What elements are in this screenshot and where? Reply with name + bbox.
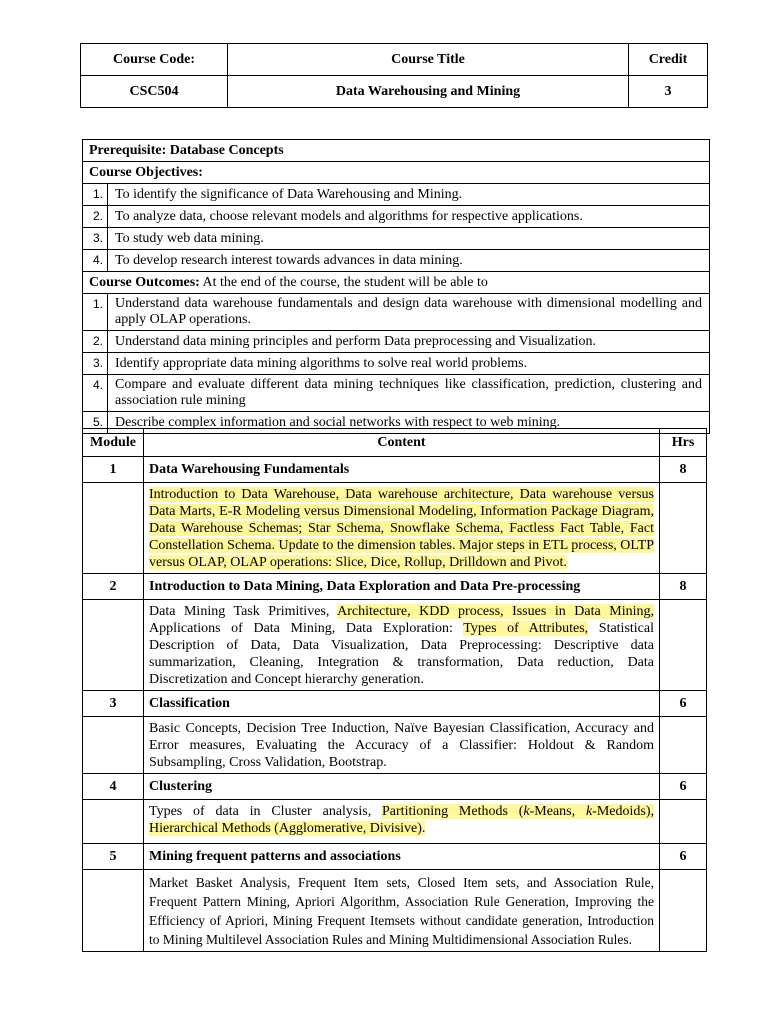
module-title: Data Warehousing Fundamentals (144, 457, 660, 483)
course-title-label: Course Title (228, 44, 629, 76)
module-content-row (83, 870, 707, 952)
prerequisite: Prerequisite: Database Concepts (83, 140, 710, 162)
credit-label: Credit (629, 44, 708, 76)
module-title-row (83, 691, 707, 717)
credit-value: 3 (629, 76, 708, 108)
content-text: Statistical Description of Data, Data Visualization, Data Preprocessing: Descriptive data summarization, Cleaning, Integration & transformation, Data reduction, Data Discretization and Concept hierarchy generation. (149, 621, 654, 687)
content-text: Applications of Data Mining, Data Exploration: (149, 621, 464, 636)
objective-text: To identify the significance of Data Warehousing and Mining. (108, 184, 710, 206)
module-title: Classification (144, 691, 660, 717)
outcomes-header (83, 272, 710, 294)
module-content-row (83, 800, 707, 844)
course-code-label: Course Code: (81, 44, 228, 76)
module-title: Clustering (144, 774, 660, 800)
objective-number: 1. (83, 184, 108, 206)
content-column-header: Content (144, 429, 660, 457)
module-number: 3 (83, 691, 144, 717)
course-code: CSC504 (81, 76, 228, 108)
module-content (144, 870, 660, 952)
module-content (144, 800, 660, 844)
outcome-number: 2. (83, 331, 108, 353)
outcome-text: Compare and evaluate different data mining techniques like classification, prediction, clustering and association rule mining (108, 375, 710, 412)
module-hours: 6 (660, 774, 707, 800)
module-title: Mining frequent patterns and associations (144, 844, 660, 870)
outcome-item (83, 375, 710, 412)
outcome-text: Understand data warehouse fundamentals and design data warehouse with dimensional modelling and apply OLAP operations. (108, 294, 710, 331)
module-content-table (82, 428, 707, 952)
highlighted-text: -Medoids), Hierarchical Methods (Agglomerative, Divisive). (149, 804, 654, 836)
module-hours: 6 (660, 691, 707, 717)
outcome-item (83, 353, 710, 375)
module-content (144, 600, 660, 691)
outcome-number: 4. (83, 375, 108, 412)
objectives-heading: Course Objectives: (83, 162, 710, 184)
module-column-header: Module (83, 429, 144, 457)
outcome-number: 1. (83, 294, 108, 331)
module-content-row (83, 600, 707, 691)
objective-item (83, 184, 710, 206)
highlighted-text: k (523, 804, 530, 819)
highlighted-text: Partitioning Methods ( (382, 804, 524, 819)
module-number: 2 (83, 574, 144, 600)
highlighted-text: -Means, (529, 804, 586, 819)
module-title-row (83, 774, 707, 800)
outcome-text: Identify appropriate data mining algorithms to solve real world problems. (108, 353, 710, 375)
highlighted-text: Types of Attributes, (463, 621, 589, 636)
module-hours: 8 (660, 574, 707, 600)
outcomes-heading: Course Outcomes: (89, 274, 200, 290)
outcome-text: Understand data mining principles and perform Data preprocessing and Visualization. (108, 331, 710, 353)
content-text: Market Basket Analysis, Frequent Item sets, Closed Item sets, and Association Rule, Frequent Pattern Mining, Apriori Algorithm, Association Rule Generation, Improving the Efficiency of Apriori, Mining Frequent Itemsets without candidate generation, Introduction to Mining Multilevel Association Rules and Mining Multidimensional Association Rules. (149, 875, 654, 947)
highlighted-text: Architecture, KDD process, Issues in Data Mining, (337, 604, 654, 619)
objective-number: 4. (83, 250, 108, 272)
module-number: 4 (83, 774, 144, 800)
objective-number: 3. (83, 228, 108, 250)
module-title-row (83, 574, 707, 600)
outcomes-intro: At the end of the course, the student will be able to (199, 274, 488, 290)
objectives-outcomes-table (82, 139, 710, 434)
module-hours: 6 (660, 844, 707, 870)
highlighted-text: Introduction to Data Warehouse, Data warehouse architecture, Data warehouse versus Data Marts, E-R Modeling versus Dimensional Modeling, Information Package Diagram, Data Warehouse Schemas; Star Schema, Snowflake Schema, Factless Fact Table, Fact Constellation Schema. Update to the dimension tables. Major steps in ETL process, OLTP versus OLAP, OLAP operations: Slice, Dice, Rollup, Drilldown and Pivot. (149, 487, 654, 570)
outcome-number: 5. (83, 412, 108, 434)
module-title-row (83, 457, 707, 483)
hours-column-header: Hrs (660, 429, 707, 457)
outcome-number: 3. (83, 353, 108, 375)
course-title: Data Warehousing and Mining (228, 76, 629, 108)
module-content-row (83, 483, 707, 574)
content-text: Data Mining Task Primitives, (149, 604, 338, 619)
content-text: Basic Concepts, Decision Tree Induction, Naïve Bayesian Classification, Accuracy and Error measures, Evaluating the Accuracy of a Classifier: Holdout & Random Subsampling, Cross Validation, Bootstrap. (149, 721, 654, 770)
objective-item (83, 206, 710, 228)
module-content (144, 717, 660, 774)
objective-text: To study web data mining. (108, 228, 710, 250)
objective-number: 2. (83, 206, 108, 228)
objective-text: To analyze data, choose relevant models and algorithms for respective applications. (108, 206, 710, 228)
objective-item (83, 250, 710, 272)
module-number: 1 (83, 457, 144, 483)
outcome-item (83, 331, 710, 353)
module-hours: 8 (660, 457, 707, 483)
outcome-text: Describe complex information and social networks with respect to web mining. (108, 412, 710, 434)
objective-text: To develop research interest towards advances in data mining. (108, 250, 710, 272)
outcome-item (83, 294, 710, 331)
module-number: 5 (83, 844, 144, 870)
content-text: Types of data in Cluster analysis, (149, 804, 383, 819)
module-title-row (83, 844, 707, 870)
course-header-table (80, 43, 708, 108)
module-title: Introduction to Data Mining, Data Exploration and Data Pre-processing (144, 574, 660, 600)
objective-item (83, 228, 710, 250)
highlighted-text: k (585, 804, 593, 819)
module-content (144, 483, 660, 574)
module-content-row (83, 717, 707, 774)
